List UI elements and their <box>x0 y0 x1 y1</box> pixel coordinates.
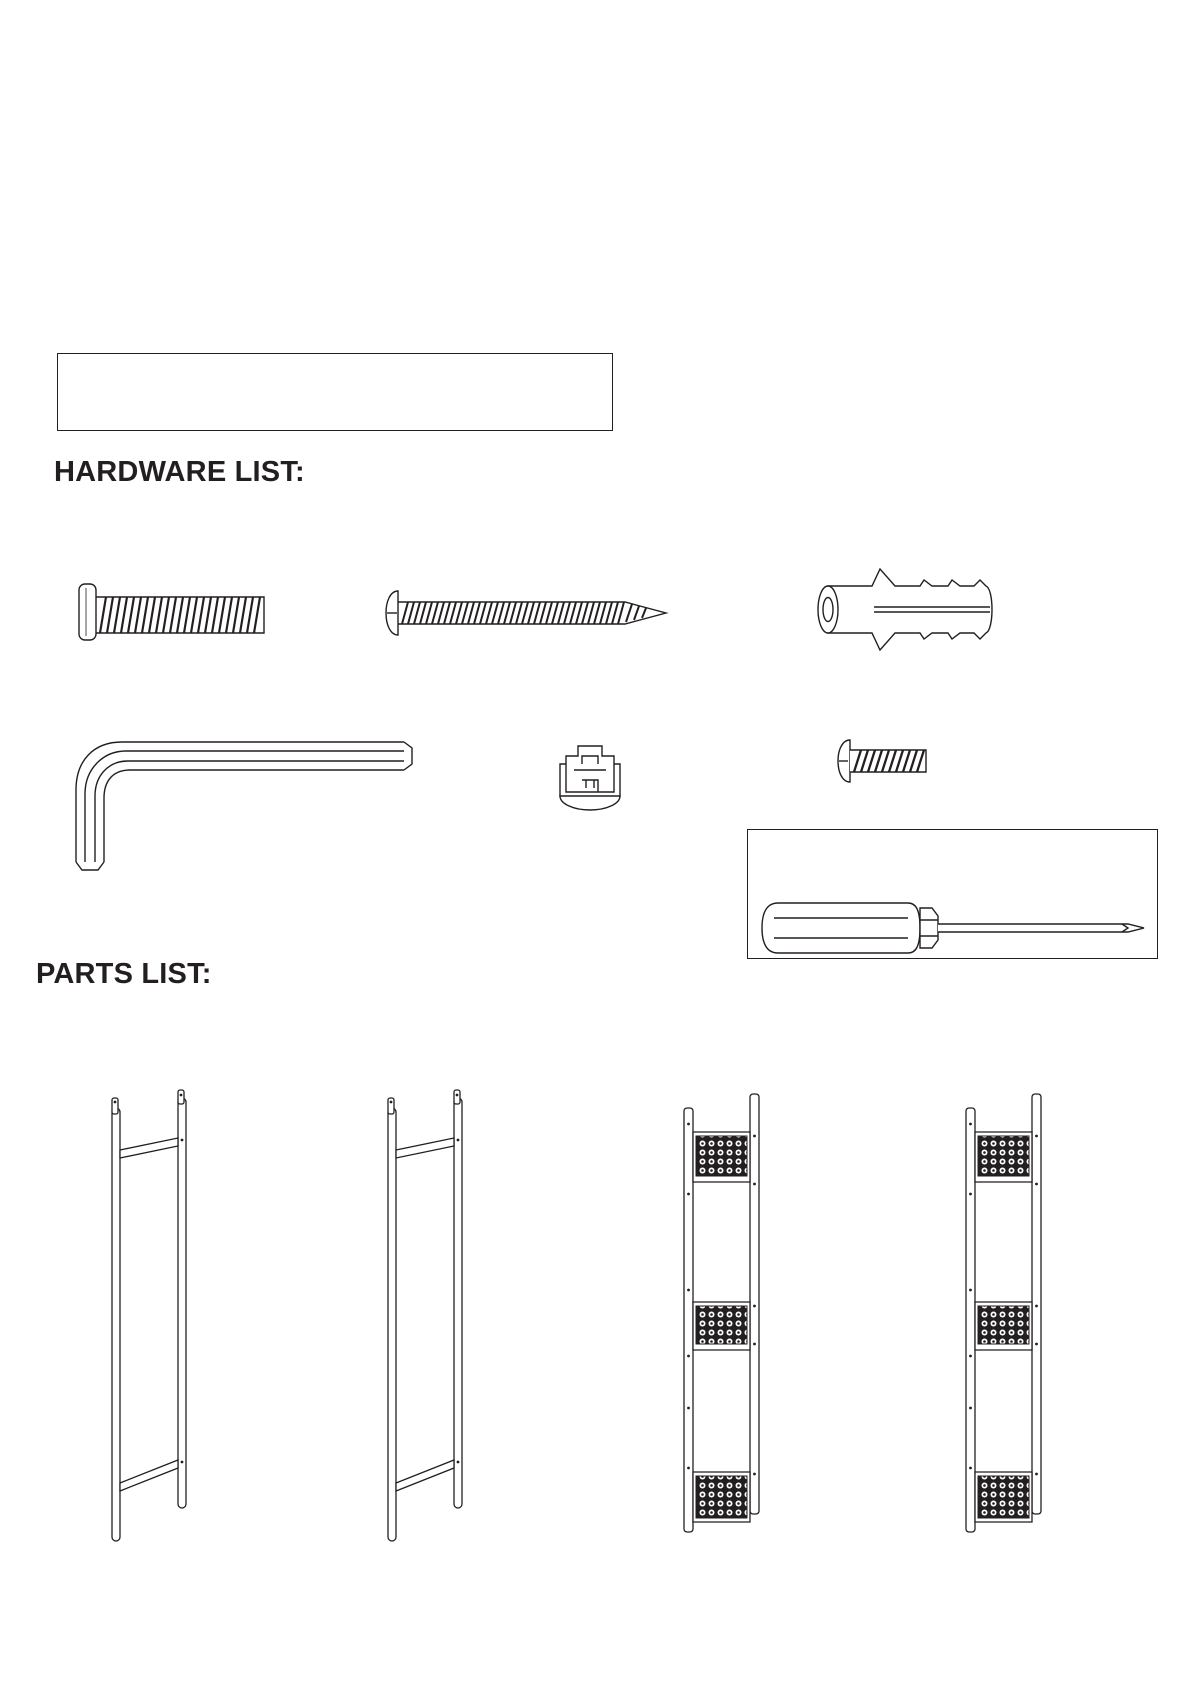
allen-key-icon <box>72 738 412 873</box>
tool-box <box>747 829 1158 959</box>
hardware-list-heading: HARDWARE LIST: <box>54 456 305 488</box>
flat-head-bolt-icon <box>76 580 276 642</box>
short-screw-icon <box>832 736 930 786</box>
wall-bracket-icon <box>556 742 624 814</box>
decorative-panel-frame-icon <box>680 1094 766 1536</box>
blank-label-box <box>57 353 613 431</box>
side-frame-ladder-icon <box>106 1090 196 1546</box>
long-wood-screw-icon <box>380 585 670 641</box>
side-frame-ladder-icon <box>382 1090 472 1546</box>
screwdriver-icon <box>760 900 1150 956</box>
decorative-panel-frame-icon <box>962 1094 1048 1536</box>
wall-anchor-icon <box>810 567 1000 652</box>
parts-list-heading: PARTS LIST: <box>36 958 212 990</box>
